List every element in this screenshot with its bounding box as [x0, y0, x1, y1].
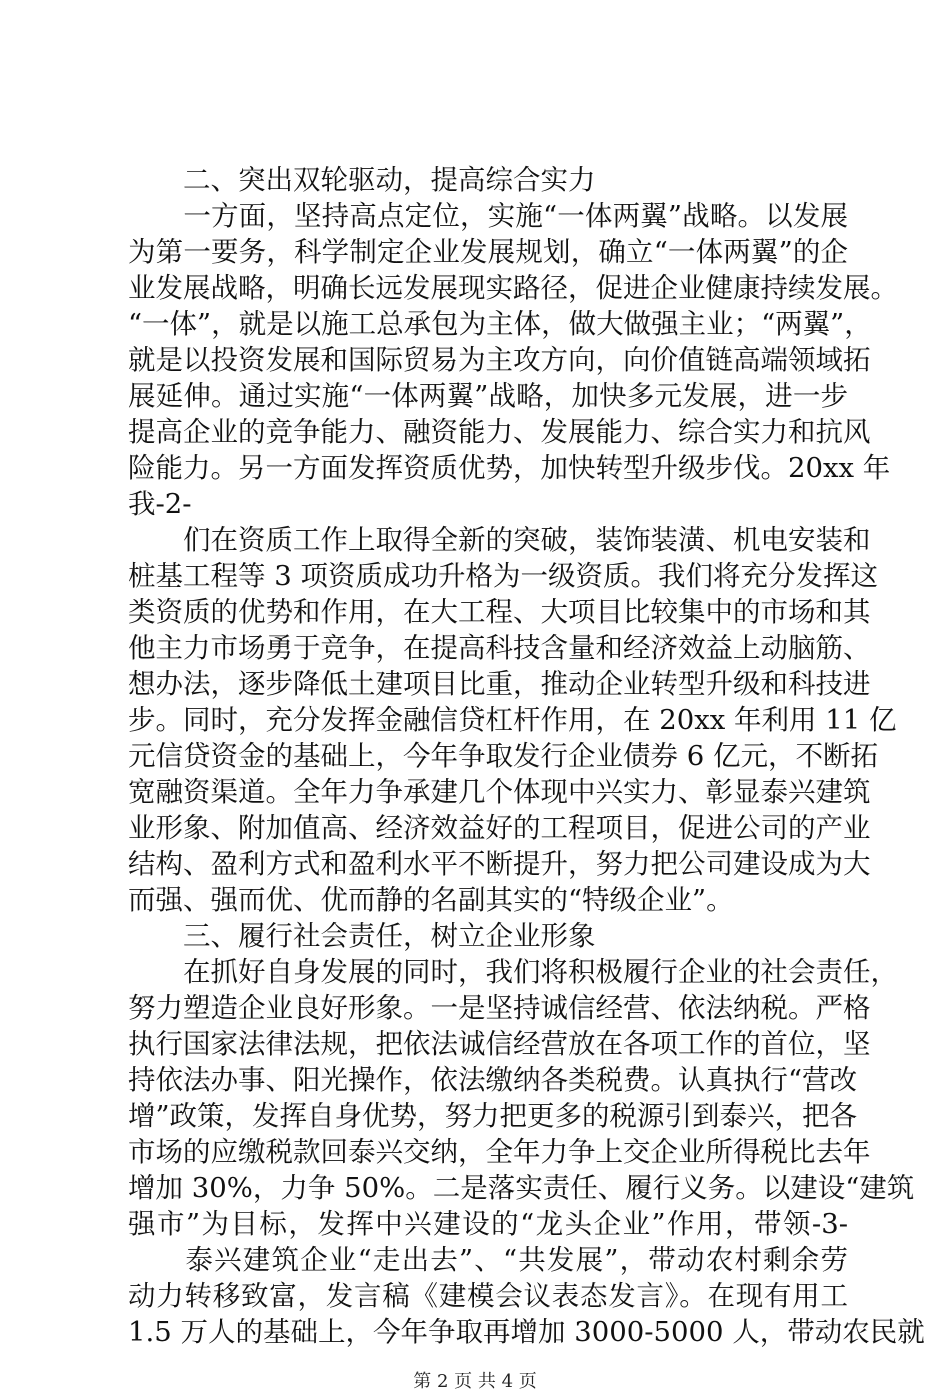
paragraph-line: 险能力。另一方面发挥资质优势，加快转型升级步伐。20xx 年	[128, 452, 891, 484]
paragraph-line: 元信贷资金的基础上，今年争取发行企业债券 6 亿元，不断拓	[128, 740, 878, 772]
paragraph-line: 类资质的优势和作用，在大工程、大项目比较集中的市场和其	[128, 596, 871, 628]
paragraph-line: 桩基工程等 3 项资质成功升格为一级资质。我们将充分发挥这	[128, 560, 878, 592]
paragraph-line: 步。同时，充分发挥金融信贷杠杆作用，在 20xx 年利用 11 亿	[128, 704, 897, 736]
paragraph-line: 泰兴建筑企业“走出去”、“共发展”，带动农村剩余劳	[128, 1244, 848, 1276]
paragraph-line: “一体”，就是以施工总承包为主体，做大做强主业；“两翼”，	[128, 308, 872, 340]
paragraph-line: 增”政策，发挥自身优势，努力把更多的税源引到泰兴，把各	[128, 1100, 858, 1132]
paragraph-line: 市场的应缴税款回泰兴交纳，全年力争上交企业所得税比去年	[128, 1136, 871, 1168]
paragraph-line: 想办法，逐步降低土建项目比重，推动企业转型升级和科技进	[128, 668, 871, 700]
paragraph-line: 宽融资渠道。全年力争承建几个体现中兴实力、彰显泰兴建筑	[128, 776, 871, 808]
paragraph-line: 为第一要务，科学制定企业发展规划，确立“一体两翼”的企	[128, 236, 848, 268]
paragraph-line: 一方面，坚持高点定位，实施“一体两翼”战略。以发展	[128, 200, 848, 232]
heading-section-three: 三、履行社会责任，树立企业形象	[128, 920, 596, 952]
paragraph-line: 增加 30%，力争 50%。二是落实责任、履行义务。以建设“建筑	[128, 1172, 915, 1204]
paragraph-line: 业发展战略，明确长远发展现实路径，促进企业健康持续发展。	[128, 272, 898, 304]
paragraph-line: 业形象、附加值高、经济效益好的工程项目，促进公司的产业	[128, 812, 871, 844]
paragraph-line: 他主力市场勇于竞争，在提高科技含量和经济效益上动脑筋、	[128, 632, 871, 664]
paragraph-line: 就是以投资发展和国际贸易为主攻方向，向价值链高端领域拓	[128, 344, 871, 376]
paragraph-line: 强市”为目标，发挥中兴建设的“龙头企业”作用，带领-3-	[128, 1208, 848, 1240]
paragraph-line: 动力转移致富，发言稿《建模会议表态发言》。在现有用工	[128, 1280, 848, 1312]
heading-section-two: 二、突出双轮驱动，提高综合实力	[128, 164, 596, 196]
paragraph-line: 提高企业的竞争能力、融资能力、发展能力、综合实力和抗风	[128, 416, 871, 448]
paragraph-line: 在抓好自身发展的同时，我们将积极履行企业的社会责任，	[128, 956, 898, 988]
paragraph-line: 执行国家法律法规，把依法诚信经营放在各项工作的首位，坚	[128, 1028, 871, 1060]
paragraph-line: 结构、盈利方式和盈利水平不断提升，努力把公司建设成为大	[128, 848, 871, 880]
paragraph-line: 持依法办事、阳光操作，依法缴纳各类税费。认真执行“营改	[128, 1064, 858, 1096]
paragraph-line: 们在资质工作上取得全新的突破，装饰装潢、机电安装和	[128, 524, 871, 556]
paragraph-line: 我-2-	[128, 488, 192, 520]
paragraph-line: 努力塑造企业良好形象。一是坚持诚信经营、依法纳税。严格	[128, 992, 871, 1024]
paragraph-line: 1.5 万人的基础上，今年争取再增加 3000-5000 人，带动农民就	[128, 1316, 925, 1348]
page-footer: 第 2 页 共 4 页	[413, 1371, 537, 1392]
paragraph-line: 而强、强而优、优而静的名副其实的“特级企业”。	[128, 884, 734, 916]
paragraph-line: 展延伸。通过实施“一体两翼”战略，加快多元发展，进一步	[128, 380, 848, 412]
